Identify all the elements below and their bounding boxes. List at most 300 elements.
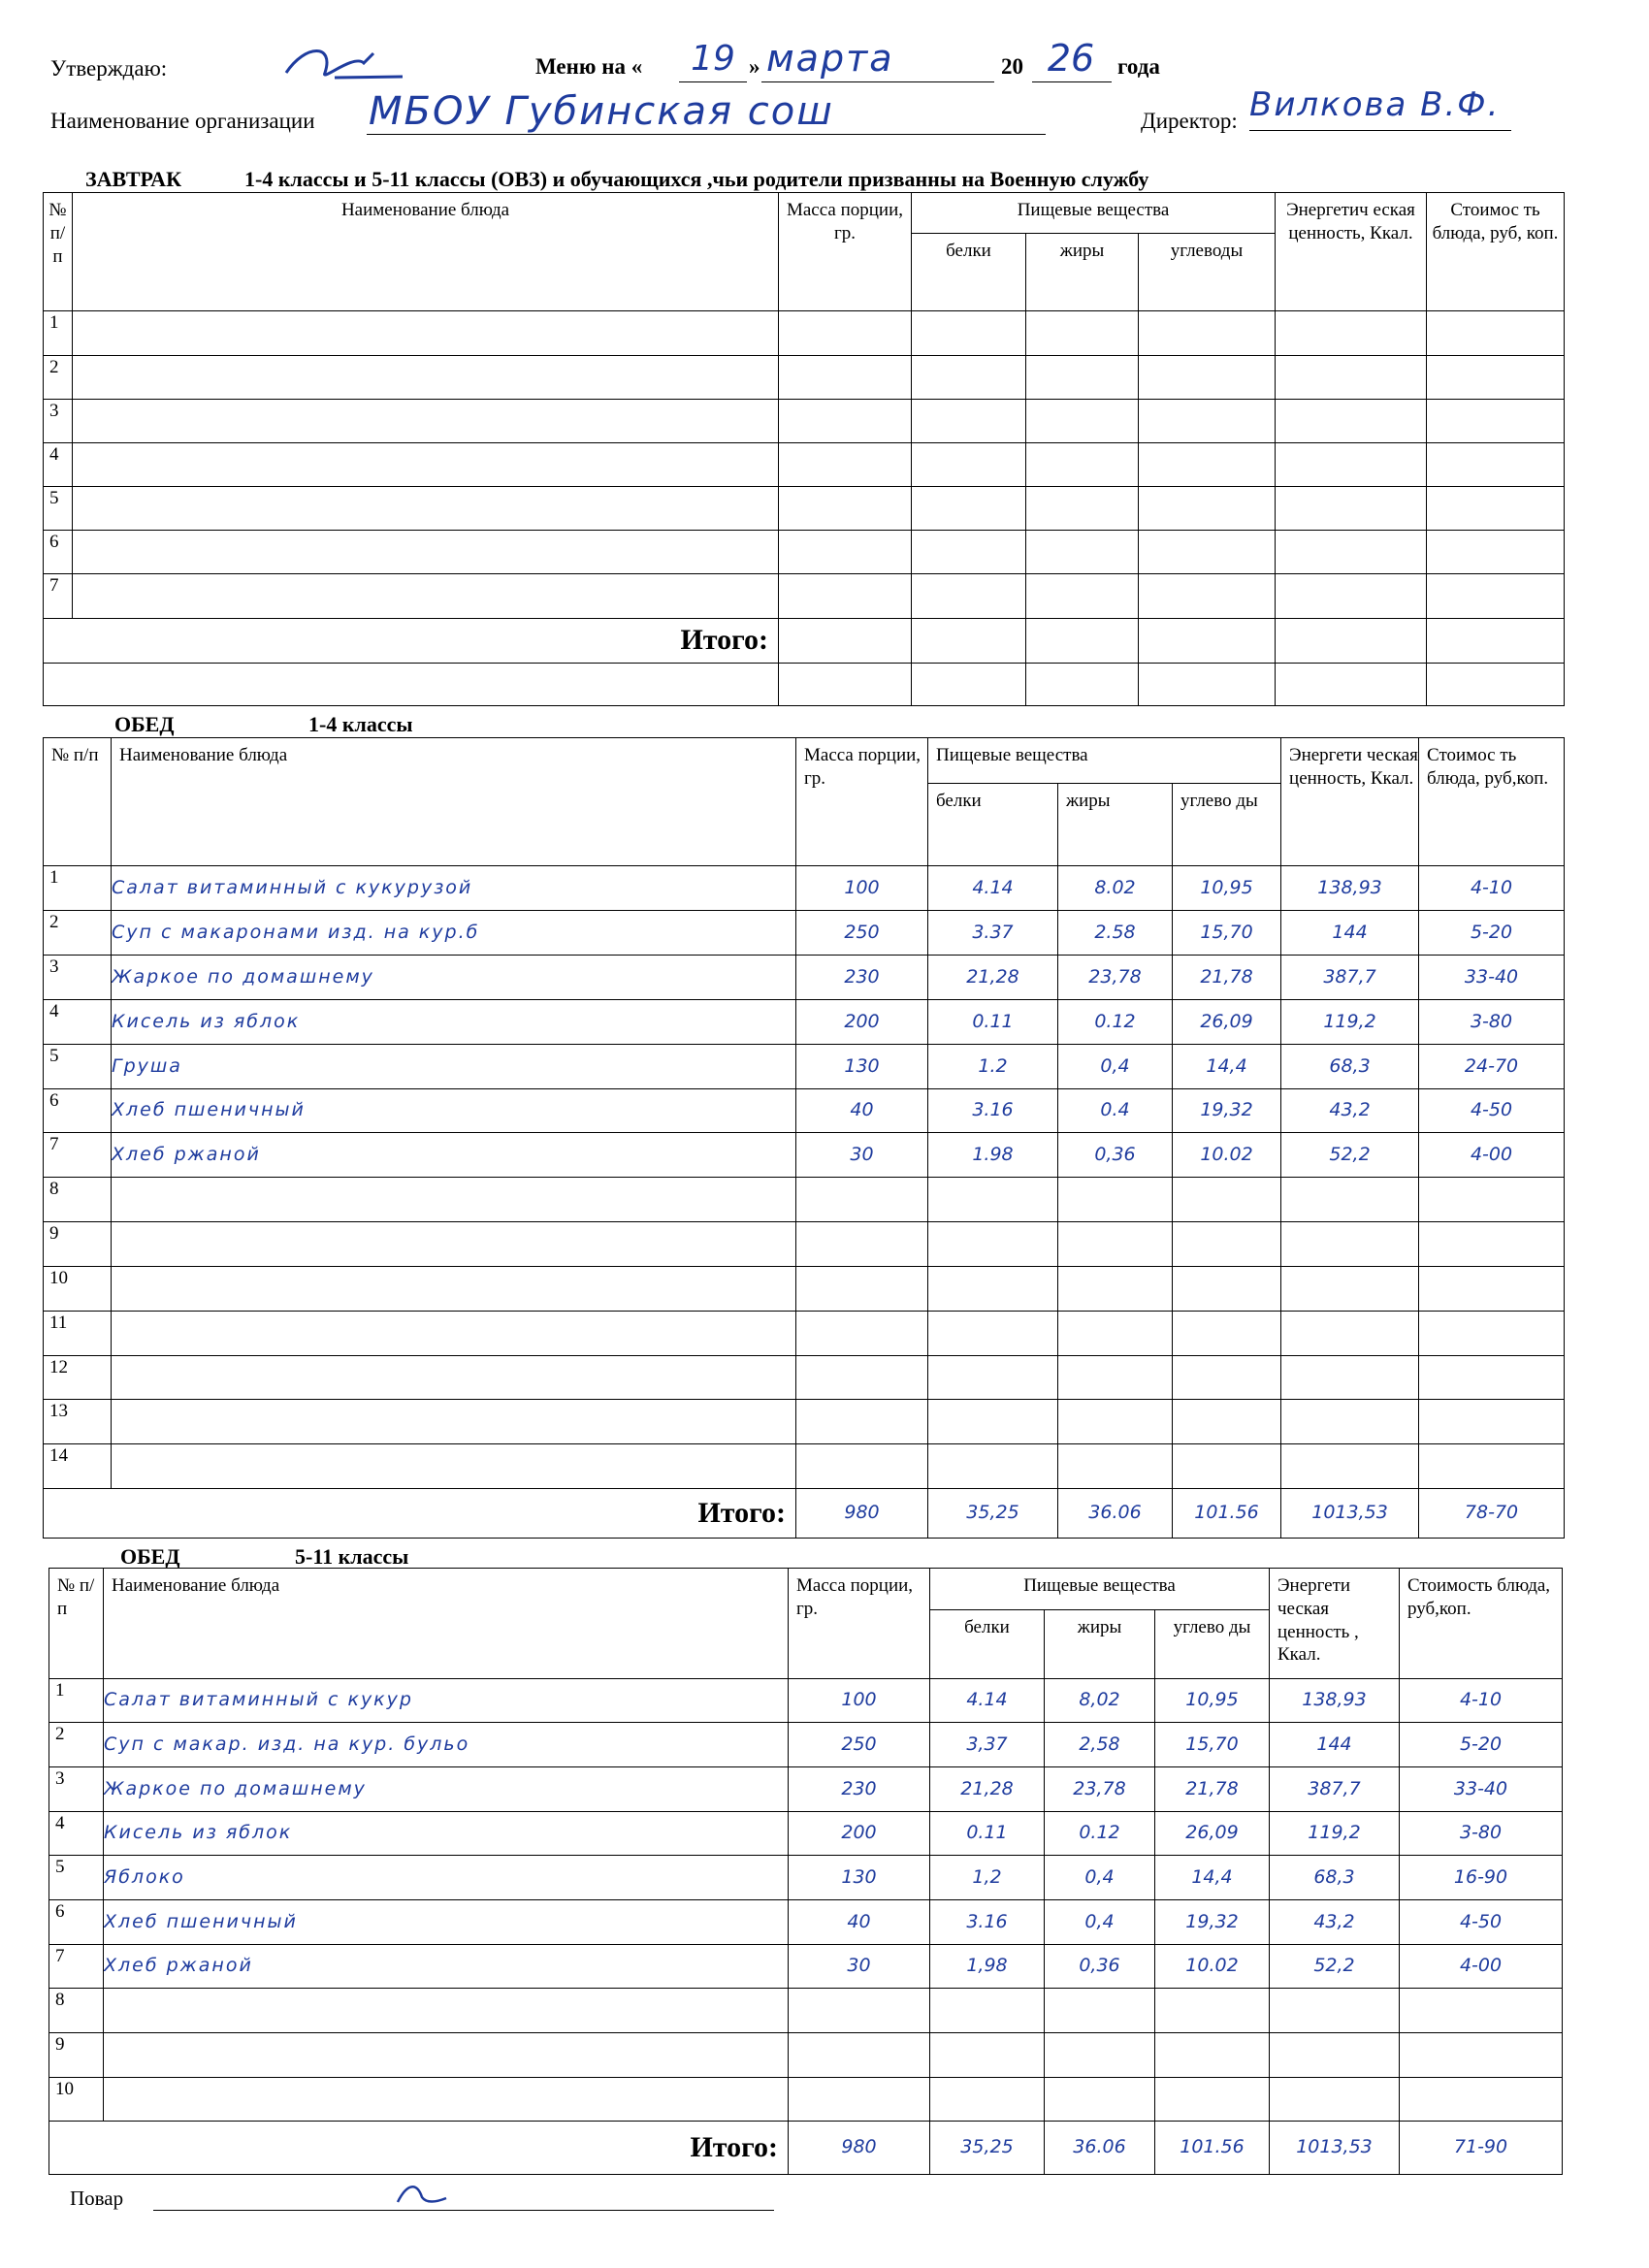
- col-energy-header: Энергети ческая ценность, Ккал.: [1281, 738, 1419, 866]
- dish-cost: 5-20: [1400, 1723, 1563, 1767]
- dish-carb: 15,70: [1173, 911, 1281, 956]
- cook-label: Повар: [70, 2187, 124, 2210]
- col-num-header: № п/ п: [44, 193, 73, 311]
- dish-energy: 43,2: [1270, 1899, 1400, 1944]
- table-row: [44, 1311, 1565, 1355]
- dish-energy: 68,3: [1270, 1856, 1400, 1900]
- dish-cost: [1400, 1989, 1563, 2033]
- dish-protein: [930, 1989, 1045, 2033]
- dish-protein: 0.11: [930, 1811, 1045, 1856]
- dish-carb: 19,32: [1155, 1899, 1270, 1944]
- dish-name: [73, 487, 779, 531]
- col-cost-header: Стоимос ть блюда, руб,коп.: [1419, 738, 1565, 866]
- dish-name: [73, 574, 779, 618]
- dish-fat: [1058, 1178, 1173, 1222]
- lunch2-subtitle: 5-11 классы: [295, 1544, 409, 1569]
- dish-name: [112, 1444, 796, 1489]
- dish-energy: [1281, 1222, 1419, 1267]
- row-number: 5: [49, 1856, 104, 1900]
- dish-mass: [789, 1989, 930, 2033]
- dish-cost: 16-90: [1400, 1856, 1563, 1900]
- dish-protein: [912, 311, 1026, 355]
- dish-name: [73, 355, 779, 399]
- dish-protein: [928, 1444, 1058, 1489]
- table-row: [44, 866, 1565, 911]
- table-row: [44, 442, 1565, 486]
- dish-name: [73, 399, 779, 442]
- row-number: 13: [44, 1400, 112, 1444]
- dish-cost: [1427, 355, 1565, 399]
- dish-cost: 4-50: [1400, 1899, 1563, 1944]
- col-name-header: Наименование блюда: [112, 738, 796, 866]
- org-name: МБОУ Губинская сош: [369, 89, 834, 134]
- dish-mass: 100: [796, 866, 928, 911]
- dish-mass: [796, 1355, 928, 1400]
- row-number: 4: [44, 999, 112, 1044]
- dish-cost: 33-40: [1419, 956, 1565, 1000]
- table-row: [44, 574, 1565, 618]
- dish-mass: [779, 355, 912, 399]
- lunch1-total-energy: 1013,53: [1281, 1489, 1419, 1539]
- dish-carb: 10,95: [1155, 1678, 1270, 1723]
- dish-fat: [1026, 574, 1139, 618]
- table-row: [44, 1355, 1565, 1400]
- director-label: Директор:: [1141, 109, 1238, 133]
- col-mass-header: Масса порции, гр.: [789, 1569, 930, 1679]
- dish-fat: 0,4: [1045, 1856, 1155, 1900]
- table-row: [44, 1044, 1565, 1088]
- org-label: Наименование организации: [50, 109, 315, 133]
- col-carb-header: углево ды: [1173, 783, 1281, 866]
- dish-fat: [1058, 1444, 1173, 1489]
- lunch2-total-energy: 1013,53: [1270, 2122, 1400, 2175]
- table-row: [49, 1989, 1563, 2033]
- dish-energy: [1281, 1400, 1419, 1444]
- dish-energy: 138,93: [1270, 1678, 1400, 1723]
- dish-fat: 0,36: [1045, 1944, 1155, 1989]
- dish-carb: 10.02: [1173, 1133, 1281, 1178]
- dish-fat: 0.12: [1045, 1811, 1155, 1856]
- table-row: [44, 999, 1565, 1044]
- dish-mass: [796, 1222, 928, 1267]
- dish-name: [73, 442, 779, 486]
- row-number: 5: [44, 487, 73, 531]
- menu-title-mid: »: [749, 54, 760, 79]
- row-number: 8: [44, 1178, 112, 1222]
- dish-carb: 15,70: [1155, 1723, 1270, 1767]
- dish-protein: [930, 2077, 1045, 2122]
- row-number: 1: [49, 1678, 104, 1723]
- dish-mass: 200: [796, 999, 928, 1044]
- dish-carb: 26,09: [1155, 1811, 1270, 1856]
- dish-cost: 3-80: [1400, 1811, 1563, 1856]
- col-carb-header: углеводы: [1139, 234, 1276, 311]
- dish-cost: [1427, 487, 1565, 531]
- dish-energy: [1281, 1355, 1419, 1400]
- dish-fat: 2.58: [1058, 911, 1173, 956]
- row-number: 7: [44, 574, 73, 618]
- dish-carb: [1155, 2032, 1270, 2077]
- table-row: [44, 1088, 1565, 1133]
- dish-carb: [1139, 399, 1276, 442]
- dish-protein: 4.14: [928, 866, 1058, 911]
- breakfast-total-label: Итого:: [44, 618, 779, 663]
- dish-mass: [779, 399, 912, 442]
- dish-name: Хлеб ржаной: [112, 1133, 796, 1178]
- dish-fat: [1026, 442, 1139, 486]
- dish-energy: [1276, 574, 1427, 618]
- lunch2-total-carb: 101.56: [1155, 2122, 1270, 2175]
- dish-fat: 8,02: [1045, 1678, 1155, 1723]
- lunch2-total-fat: 36.06: [1045, 2122, 1155, 2175]
- row-number: 2: [44, 911, 112, 956]
- dish-name: [104, 2032, 789, 2077]
- dish-name: Суп с макаронами изд. на кур.б: [112, 911, 796, 956]
- table-row: [49, 1899, 1563, 1944]
- dish-protein: [912, 399, 1026, 442]
- dish-carb: [1139, 355, 1276, 399]
- dish-cost: [1419, 1400, 1565, 1444]
- col-mass-header: Масса порции, гр.: [796, 738, 928, 866]
- dish-energy: 119,2: [1281, 999, 1419, 1044]
- row-number: 8: [49, 1989, 104, 2033]
- dish-protein: [912, 355, 1026, 399]
- table-row: [44, 311, 1565, 355]
- row-number: 2: [44, 355, 73, 399]
- dish-energy: 387,7: [1270, 1766, 1400, 1811]
- row-number: 3: [44, 399, 73, 442]
- dish-name: Яблоко: [104, 1856, 789, 1900]
- dish-cost: [1427, 531, 1565, 574]
- dish-name: Жаркое по домашнему: [104, 1766, 789, 1811]
- lunch2-table: [48, 1568, 1563, 2175]
- dish-protein: [928, 1355, 1058, 1400]
- col-cost-header: Стоимость блюда, руб,коп.: [1400, 1569, 1563, 1679]
- dish-carb: 21,78: [1155, 1766, 1270, 1811]
- dish-carb: 21,78: [1173, 956, 1281, 1000]
- dish-cost: [1419, 1311, 1565, 1355]
- lunch2-total-cost: 71-90: [1400, 2122, 1563, 2175]
- dish-mass: [796, 1178, 928, 1222]
- dish-energy: [1270, 1989, 1400, 2033]
- dish-carb: [1139, 487, 1276, 531]
- col-num-header: № п/п: [44, 738, 112, 866]
- dish-mass: [796, 1400, 928, 1444]
- dish-energy: [1276, 311, 1427, 355]
- row-number: 6: [44, 1088, 112, 1133]
- dish-carb: [1139, 311, 1276, 355]
- dish-mass: [796, 1311, 928, 1355]
- dish-energy: 387,7: [1281, 956, 1419, 1000]
- dish-mass: 100: [789, 1678, 930, 1723]
- dish-energy: [1270, 2032, 1400, 2077]
- dish-carb: [1155, 2077, 1270, 2122]
- dish-name: Салат витаминный с кукурузой: [112, 866, 796, 911]
- menu-year-value: 26: [1047, 37, 1095, 80]
- dish-name: [112, 1311, 796, 1355]
- dish-mass: 250: [796, 911, 928, 956]
- dish-carb: 10.02: [1155, 1944, 1270, 1989]
- dish-carb: [1173, 1222, 1281, 1267]
- dish-fat: 0,4: [1045, 1899, 1155, 1944]
- row-number: 4: [44, 442, 73, 486]
- dish-energy: [1270, 2077, 1400, 2122]
- dish-fat: [1026, 399, 1139, 442]
- col-nutrients-header: Пищевые вещества: [928, 738, 1281, 784]
- dish-name: Салат витаминный с кукур: [104, 1678, 789, 1723]
- dish-name: [73, 311, 779, 355]
- dish-fat: [1045, 1989, 1155, 2033]
- dish-cost: [1419, 1355, 1565, 1400]
- dish-protein: 3.16: [928, 1088, 1058, 1133]
- dish-energy: 138,93: [1281, 866, 1419, 911]
- col-fat-header: жиры: [1058, 783, 1173, 866]
- dish-protein: [928, 1178, 1058, 1222]
- table-row: [49, 1678, 1563, 1723]
- col-protein-header: белки: [930, 1609, 1045, 1678]
- dish-mass: 40: [789, 1899, 930, 1944]
- dish-energy: 43,2: [1281, 1088, 1419, 1133]
- dish-energy: 119,2: [1270, 1811, 1400, 1856]
- table-row: [44, 1444, 1565, 1489]
- table-row: [44, 956, 1565, 1000]
- dish-fat: 0,4: [1058, 1044, 1173, 1088]
- dish-name: [104, 1989, 789, 2033]
- dish-mass: [779, 311, 912, 355]
- year-prefix: 20: [1001, 54, 1023, 79]
- dish-mass: 250: [789, 1723, 930, 1767]
- dish-name: Жаркое по домашнему: [112, 956, 796, 1000]
- dish-protein: 1,98: [930, 1944, 1045, 1989]
- dish-mass: [779, 531, 912, 574]
- row-number: 9: [49, 2032, 104, 2077]
- dish-protein: 1,2: [930, 1856, 1045, 1900]
- lunch1-total-carb: 101.56: [1173, 1489, 1281, 1539]
- dish-cost: [1419, 1178, 1565, 1222]
- row-number: 7: [49, 1944, 104, 1989]
- table-row: [44, 487, 1565, 531]
- dish-carb: [1173, 1178, 1281, 1222]
- lunch1-total-label: Итого:: [44, 1489, 796, 1539]
- dish-fat: [1026, 311, 1139, 355]
- dish-carb: 14,4: [1173, 1044, 1281, 1088]
- dish-cost: 4-10: [1419, 866, 1565, 911]
- dish-mass: [789, 2077, 930, 2122]
- dish-fat: [1058, 1266, 1173, 1311]
- col-protein-header: белки: [912, 234, 1026, 311]
- breakfast-subtitle: 1-4 классы и 5-11 классы (ОВЗ) и обучающихся ,чьи родители призванны на Военную службу: [244, 167, 1149, 191]
- lunch2-total-mass: 980: [789, 2122, 930, 2175]
- dish-protein: 21,28: [928, 956, 1058, 1000]
- dish-energy: 144: [1270, 1723, 1400, 1767]
- row-number: 2: [49, 1723, 104, 1767]
- dish-energy: [1281, 1178, 1419, 1222]
- dish-energy: [1276, 442, 1427, 486]
- row-number: 6: [49, 1899, 104, 1944]
- lunch1-subtitle: 1-4 классы: [308, 712, 413, 736]
- dish-energy: [1276, 487, 1427, 531]
- table-row: [49, 1811, 1563, 1856]
- dish-name: Суп с макар. изд. на кур. бульо: [104, 1723, 789, 1767]
- dish-protein: [928, 1311, 1058, 1355]
- dish-cost: 4-10: [1400, 1678, 1563, 1723]
- dish-carb: [1139, 442, 1276, 486]
- dish-name: Хлеб ржаной: [104, 1944, 789, 1989]
- dish-name: Груша: [112, 1044, 796, 1088]
- dish-carb: [1139, 531, 1276, 574]
- menu-title-prefix: Меню на «: [535, 54, 643, 79]
- dish-name: [112, 1222, 796, 1267]
- dish-mass: [789, 2032, 930, 2077]
- dish-cost: [1427, 442, 1565, 486]
- table-row: [44, 1133, 1565, 1178]
- approve-label: Утверждаю:: [50, 56, 168, 81]
- dish-protein: [928, 1222, 1058, 1267]
- table-row: [49, 2077, 1563, 2122]
- col-protein-header: белки: [928, 783, 1058, 866]
- dish-mass: 40: [796, 1088, 928, 1133]
- dish-mass: 30: [796, 1133, 928, 1178]
- dish-mass: 230: [789, 1766, 930, 1811]
- col-num-header: № п/ п: [49, 1569, 104, 1679]
- dish-protein: 4.14: [930, 1678, 1045, 1723]
- col-name-header: Наименование блюда: [104, 1569, 789, 1679]
- row-number: 3: [44, 956, 112, 1000]
- dish-fat: [1026, 355, 1139, 399]
- dish-mass: 130: [796, 1044, 928, 1088]
- table-row: [44, 911, 1565, 956]
- dish-protein: [912, 531, 1026, 574]
- lunch2-total-protein: 35,25: [930, 2122, 1045, 2175]
- lunch1-total-fat: 36.06: [1058, 1489, 1173, 1539]
- dish-fat: 0.12: [1058, 999, 1173, 1044]
- dish-name: [112, 1355, 796, 1400]
- dish-name: [73, 531, 779, 574]
- col-energy-header: Энергети ческая ценность , Ккал.: [1270, 1569, 1400, 1679]
- dish-cost: [1427, 311, 1565, 355]
- cook-signature: [388, 2173, 456, 2212]
- dish-name: Хлеб пшеничный: [112, 1088, 796, 1133]
- col-mass-header: Масса порции, гр.: [779, 193, 912, 311]
- menu-date-day: 19: [691, 39, 735, 79]
- lunch2-total-label: Итого:: [49, 2122, 789, 2175]
- dish-fat: [1045, 2032, 1155, 2077]
- dish-energy: [1276, 355, 1427, 399]
- table-row: [49, 1723, 1563, 1767]
- col-nutrients-header: Пищевые вещества: [912, 193, 1276, 234]
- dish-protein: [912, 574, 1026, 618]
- dish-energy: [1276, 531, 1427, 574]
- dish-protein: [928, 1266, 1058, 1311]
- dish-mass: 130: [789, 1856, 930, 1900]
- row-number: 1: [44, 866, 112, 911]
- dish-fat: [1045, 2077, 1155, 2122]
- col-nutrients-header: Пищевые вещества: [930, 1569, 1270, 1610]
- table-row: [44, 1222, 1565, 1267]
- dish-cost: 4-50: [1419, 1088, 1565, 1133]
- row-number: 4: [49, 1811, 104, 1856]
- dish-fat: 0,36: [1058, 1133, 1173, 1178]
- lunch1-total-mass: 980: [796, 1489, 928, 1539]
- dish-mass: 200: [789, 1811, 930, 1856]
- dish-energy: [1276, 399, 1427, 442]
- table-row: [49, 1856, 1563, 1900]
- dish-fat: [1058, 1222, 1173, 1267]
- dish-energy: 52,2: [1281, 1133, 1419, 1178]
- dish-cost: [1419, 1444, 1565, 1489]
- dish-carb: [1139, 574, 1276, 618]
- dish-mass: [796, 1444, 928, 1489]
- dish-protein: 3.37: [928, 911, 1058, 956]
- dish-protein: 1.2: [928, 1044, 1058, 1088]
- dish-name: Кисель из яблок: [112, 999, 796, 1044]
- col-cost-header: Стоимос ть блюда, руб, коп.: [1427, 193, 1565, 311]
- row-number: 10: [49, 2077, 104, 2122]
- dish-energy: 68,3: [1281, 1044, 1419, 1088]
- dish-cost: [1419, 1266, 1565, 1311]
- dish-cost: [1427, 399, 1565, 442]
- row-number: 11: [44, 1311, 112, 1355]
- dish-energy: 144: [1281, 911, 1419, 956]
- dish-name: [104, 2077, 789, 2122]
- dish-name: [112, 1178, 796, 1222]
- table-row: [49, 1766, 1563, 1811]
- dish-protein: 21,28: [930, 1766, 1045, 1811]
- menu-date-month: марта: [766, 37, 894, 80]
- col-energy-header: Энергетич еская ценность, Ккал.: [1276, 193, 1427, 311]
- dish-mass: [779, 487, 912, 531]
- dish-cost: 4-00: [1400, 1944, 1563, 1989]
- row-number: 3: [49, 1766, 104, 1811]
- row-number: 1: [44, 311, 73, 355]
- col-carb-header: углево ды: [1155, 1609, 1270, 1678]
- col-name-header: Наименование блюда: [73, 193, 779, 311]
- dish-energy: [1281, 1266, 1419, 1311]
- dish-carb: 14,4: [1155, 1856, 1270, 1900]
- dish-cost: [1427, 574, 1565, 618]
- dish-fat: [1058, 1400, 1173, 1444]
- breakfast-title: ЗАВТРАК: [85, 167, 182, 191]
- dish-name: Хлеб пшеничный: [104, 1899, 789, 1944]
- dish-carb: [1155, 1989, 1270, 2033]
- dish-carb: [1173, 1266, 1281, 1311]
- dish-carb: 19,32: [1173, 1088, 1281, 1133]
- dish-carb: 26,09: [1173, 999, 1281, 1044]
- table-row: [49, 1944, 1563, 1989]
- table-row: [44, 1400, 1565, 1444]
- breakfast-table: [43, 192, 1565, 706]
- table-row: [49, 2032, 1563, 2077]
- dish-energy: [1281, 1444, 1419, 1489]
- dish-cost: [1400, 2032, 1563, 2077]
- dish-mass: 30: [789, 1944, 930, 1989]
- dish-carb: [1173, 1355, 1281, 1400]
- dish-protein: [912, 442, 1026, 486]
- dish-protein: [912, 487, 1026, 531]
- dish-name: [112, 1400, 796, 1444]
- director-name: Вилкова В.Ф.: [1249, 85, 1501, 124]
- dish-fat: 2,58: [1045, 1723, 1155, 1767]
- dish-fat: [1026, 531, 1139, 574]
- table-row: [44, 399, 1565, 442]
- dish-protein: 1.98: [928, 1133, 1058, 1178]
- year-suffix: года: [1117, 54, 1160, 79]
- dish-protein: 0.11: [928, 999, 1058, 1044]
- dish-name: [112, 1266, 796, 1311]
- dish-protein: 3.16: [930, 1899, 1045, 1944]
- table-row: [44, 1266, 1565, 1311]
- dish-cost: 24-70: [1419, 1044, 1565, 1088]
